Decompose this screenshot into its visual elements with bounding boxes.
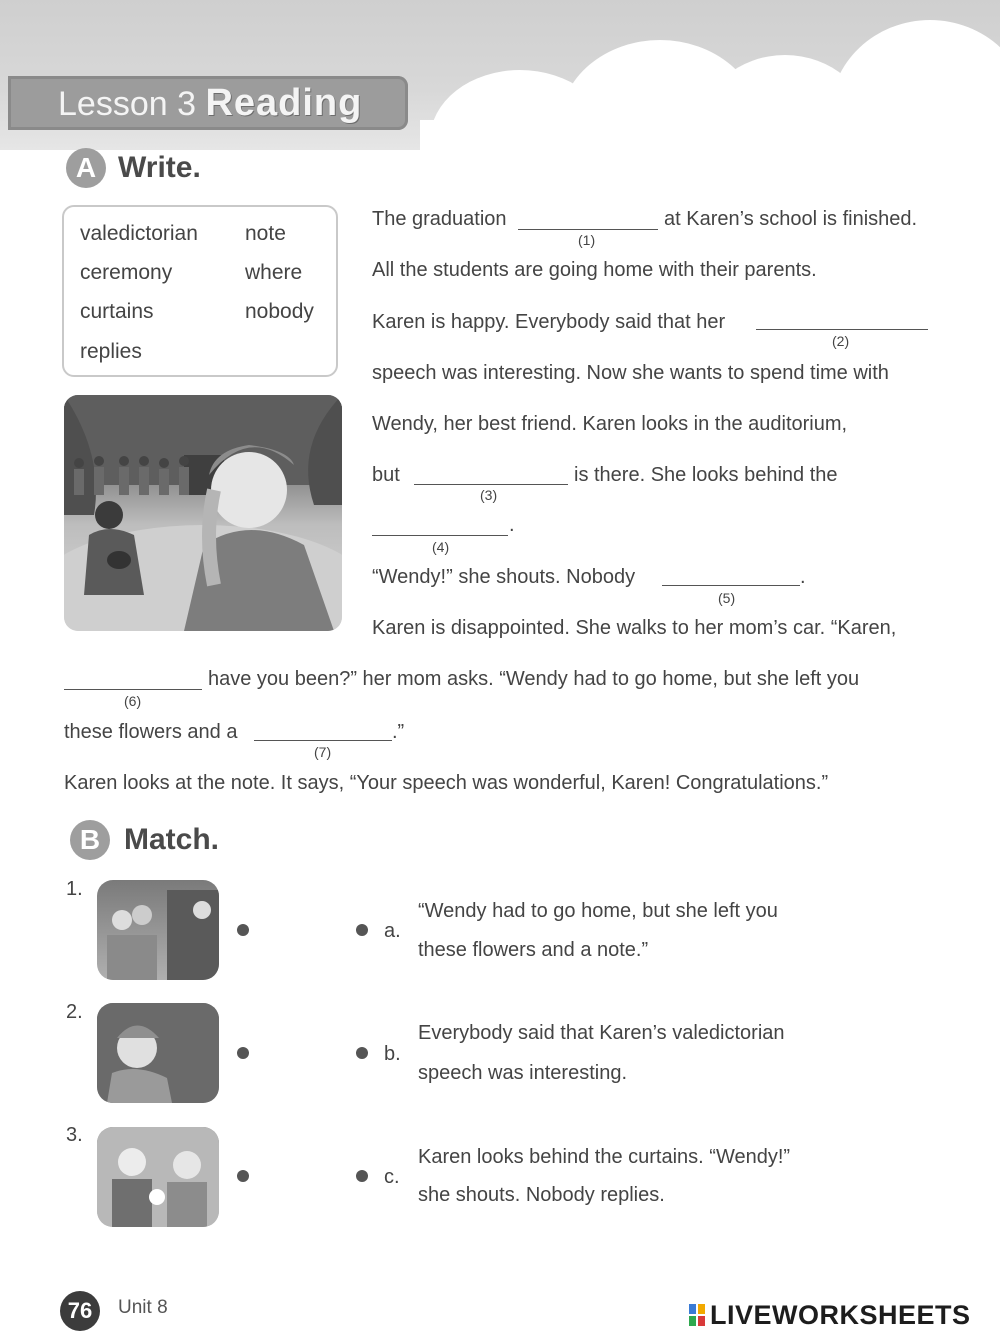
blank-number: (3) [480,487,498,503]
story-illustration [64,395,342,631]
match-text: speech was interesting. [418,1062,628,1084]
passage-line: speech was interesting. Now she wants to spend time with [372,362,889,384]
match-dot-left[interactable] [237,1047,249,1059]
passage-line: .” [392,721,405,743]
lesson-heading: Reading [205,82,363,124]
passage-line: The graduation [372,208,507,230]
match-number: 3. [66,1124,83,1146]
match-dot-right[interactable] [356,924,368,936]
passage-line: at Karen’s school is finished. [664,208,918,230]
passage-line: Karen is happy. Everybody said that her [372,311,726,333]
blank-1[interactable] [518,229,658,230]
match-dot-left[interactable] [237,1170,249,1182]
word-bank-item: ceremony [80,261,173,284]
word-bank-item: nobody [245,300,314,323]
blank-3[interactable] [414,484,568,485]
match-picture [97,880,219,980]
match-dot-left[interactable] [237,924,249,936]
blank-5[interactable] [662,585,800,586]
passage-line: Karen is disappointed. She walks to her mom’s car. “Karen, [372,617,897,639]
match-text: “Wendy had to go home, but she left you [418,900,778,922]
passage-line: . [509,514,515,536]
word-bank-item: note [245,222,286,245]
blank-number: (2) [832,333,850,349]
match-text: Everybody said that Karen’s valedictorian [418,1022,785,1044]
liveworksheets-logo[interactable]: LIVEWORKSHEETS [710,1300,971,1330]
unit-label: Unit 8 [118,1297,168,1318]
lesson-title [58,82,362,125]
match-text: these flowers and a note.” [418,939,649,961]
passage-line: “Wendy!” she shouts. Nobody [372,566,636,588]
blank-4[interactable] [372,535,508,536]
section-b-badge: B [70,820,110,860]
match-dot-right[interactable] [356,1170,368,1182]
match-letter: a. [384,920,401,942]
match-number: 2. [66,1001,83,1023]
match-text: Karen looks behind the curtains. “Wendy!” [418,1146,791,1168]
section-a-title: Write. [118,151,201,184]
passage-line: All the students are going home with their parents. [372,259,817,281]
blank-number: (1) [578,232,596,248]
match-letter: c. [384,1166,400,1188]
blank-number: (6) [124,693,142,709]
word-bank-item: curtains [80,300,154,323]
page-number: 76 [60,1291,100,1331]
passage-line: but [372,464,400,486]
passage-line: is there. She looks behind the [574,464,838,486]
match-text: she shouts. Nobody replies. [418,1184,665,1206]
section-b-title: Match. [124,823,220,856]
section-a-badge: A [66,148,106,188]
match-picture [97,1003,219,1103]
match-number: 1. [66,878,83,900]
passage-line: these flowers and a [64,721,238,743]
blank-number: (5) [718,590,736,606]
match-picture [97,1127,219,1227]
word-bank-item: valedictorian [80,222,198,245]
word-bank-item: replies [80,340,142,363]
passage-line: Wendy, her best friend. Karen looks in the auditorium, [372,413,848,435]
passage-line: . [800,566,806,588]
passage-line: Karen looks at the note. It says, “Your speech was wonderful, Karen! Congratulations.” [64,772,829,794]
blank-number: (7) [314,744,332,760]
liveworksheets-logo-icon [689,1304,705,1326]
lesson-number: Lesson 3 [58,85,196,123]
blank-2[interactable] [756,329,928,330]
match-dot-right[interactable] [356,1047,368,1059]
word-bank-item: where [245,261,303,284]
blank-7[interactable] [254,740,392,741]
blank-number: (4) [432,539,450,555]
passage-line: have you been?” her mom asks. “Wendy had to go home, but she left you [208,668,860,690]
match-letter: b. [384,1043,401,1065]
blank-6[interactable] [64,689,202,690]
